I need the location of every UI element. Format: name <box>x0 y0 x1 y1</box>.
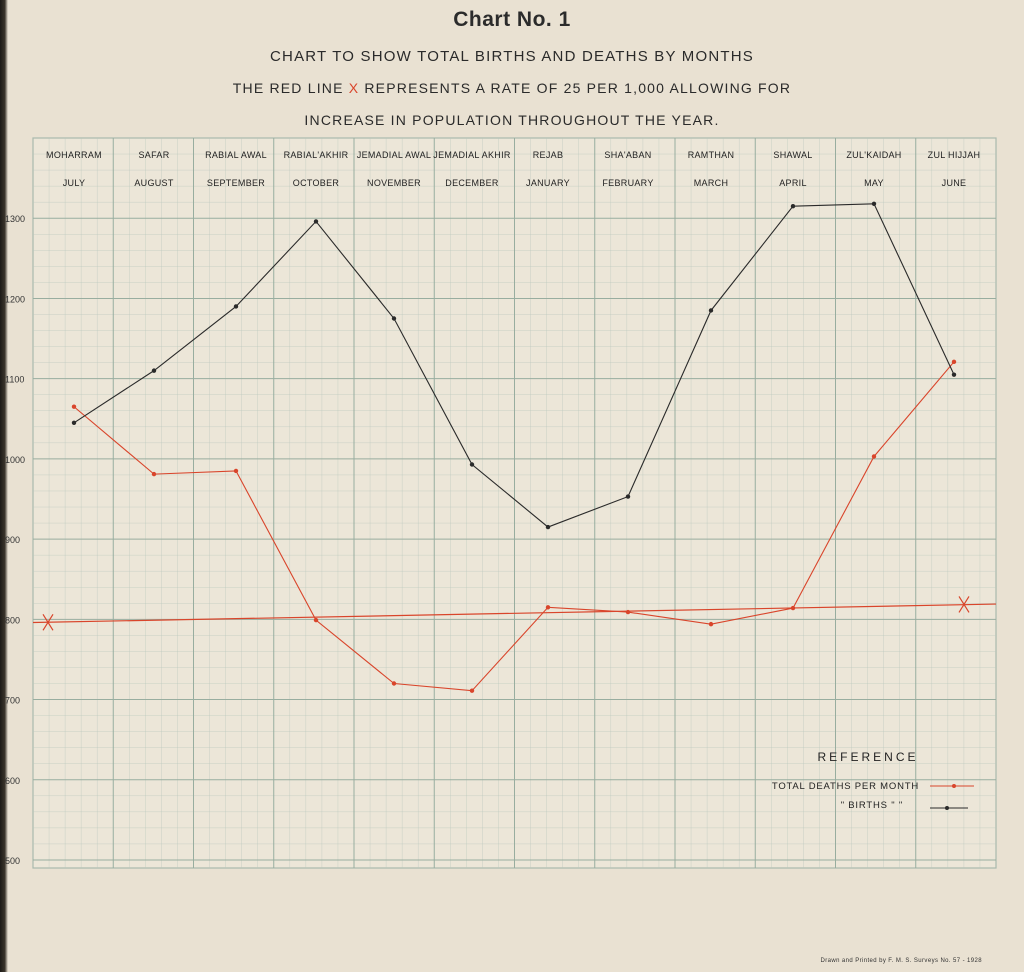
subtitle-suffix: REPRESENTS A RATE OF 25 PER 1,000 ALLOWING FOR <box>364 80 792 96</box>
chart-subtitle-line-2: INCREASE IN POPULATION THROUGHOUT THE YEAR. <box>304 112 720 128</box>
births-point <box>709 308 713 312</box>
month-label-gregorian: JANUARY <box>526 178 570 188</box>
deaths-point <box>872 454 876 458</box>
month-label-hijri: RABIAL'AKHIR <box>283 150 349 160</box>
month-label-hijri: RAMTHAN <box>687 150 735 160</box>
deaths-point <box>626 610 630 614</box>
births-point <box>626 494 630 498</box>
month-label-gregorian: APRIL <box>779 178 807 188</box>
chart-title: CHART TO SHOW TOTAL BIRTHS AND DEATHS BY MONTHS <box>270 48 754 65</box>
y-tick-label: 1200 <box>5 294 26 305</box>
legend-deaths-label: TOTAL DEATHS PER MONTH <box>771 781 919 792</box>
deaths-point <box>546 605 550 609</box>
month-label-hijri: MOHARRAM <box>46 150 102 160</box>
month-label-gregorian: DECEMBER <box>445 178 499 188</box>
y-tick-label: 600 <box>5 775 21 786</box>
month-label-hijri: JEMADIAL AWAL <box>356 150 432 160</box>
births-point <box>72 421 76 425</box>
y-tick-label: 1000 <box>5 454 26 465</box>
red-x-marker: X <box>348 80 360 96</box>
month-label-gregorian: FEBRUARY <box>602 178 654 188</box>
deaths-point <box>314 618 318 622</box>
deaths-point <box>952 360 956 364</box>
month-label-hijri: JEMADIAL AKHIR <box>433 150 511 160</box>
births-point <box>152 368 156 372</box>
deaths-point <box>791 606 795 610</box>
y-tick-label: 900 <box>5 535 21 546</box>
printer-credit: Drawn and Printed by F. M. S. Surveys No. 57 - 1928 <box>820 958 982 964</box>
deaths-point <box>152 472 156 476</box>
legend-heading: REFERENCE <box>817 750 919 764</box>
births-point <box>791 204 795 208</box>
chart-number: Chart No. 1 <box>453 8 571 31</box>
legend-births-dot <box>945 806 949 810</box>
births-point <box>234 304 238 308</box>
y-tick-label: 1100 <box>5 374 25 385</box>
y-tick-label: 800 <box>5 615 21 626</box>
month-label-hijri: RABIAL AWAL <box>205 150 267 160</box>
deaths-point <box>709 622 713 626</box>
births-point <box>872 202 876 206</box>
births-point <box>470 462 474 466</box>
births-point <box>392 316 396 320</box>
births-point <box>546 525 550 529</box>
y-tick-label: 1300 <box>5 214 26 225</box>
month-label-hijri: SAFAR <box>138 150 170 160</box>
month-label-gregorian: JULY <box>62 178 86 188</box>
legend-deaths-dot <box>952 784 956 788</box>
y-tick-label: 500 <box>5 855 21 866</box>
deaths-point <box>234 469 238 473</box>
deaths-point <box>392 681 396 685</box>
month-label-hijri: SHAWAL <box>773 150 813 160</box>
month-label-gregorian: MAY <box>864 178 884 188</box>
month-label-gregorian: JUNE <box>941 178 967 188</box>
births-point <box>952 372 956 376</box>
subtitle-prefix: THE RED LINE <box>232 80 344 96</box>
month-label-gregorian: AUGUST <box>134 178 174 188</box>
month-label-gregorian: SEPTEMBER <box>206 178 266 188</box>
y-tick-label: 700 <box>5 695 21 706</box>
month-label-gregorian: MARCH <box>693 178 729 188</box>
month-label-gregorian: OCTOBER <box>292 178 340 188</box>
month-label-gregorian: NOVEMBER <box>367 178 421 188</box>
month-label-hijri: ZUL HIJJAH <box>927 150 981 160</box>
deaths-point <box>470 689 474 693</box>
month-label-hijri: REJAB <box>532 150 564 160</box>
legend-births-label: " BIRTHS " " <box>840 800 903 811</box>
births-point <box>314 219 318 223</box>
month-label-hijri: SHA'ABAN <box>604 150 652 160</box>
month-label-hijri: ZUL'KAIDAH <box>846 150 902 160</box>
deaths-point <box>72 405 76 409</box>
